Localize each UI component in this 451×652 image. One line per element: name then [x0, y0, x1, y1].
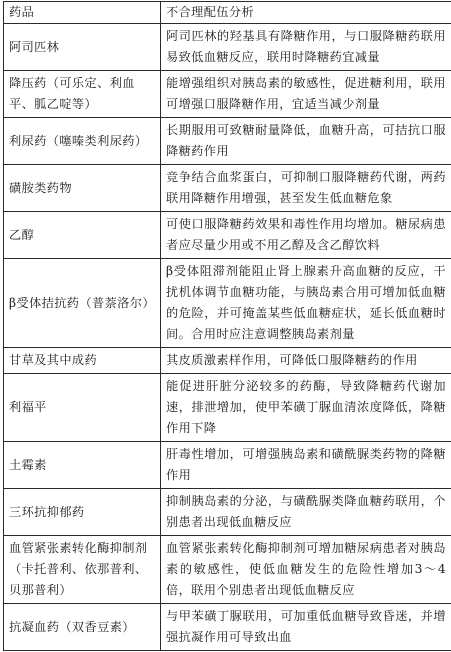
- table-row: [4, 212, 451, 259]
- table-row: [4, 536, 451, 604]
- analysis-cell: 肝毒性增加，可增强胰岛素和磺酰脲类药物的降糖作用: [161, 442, 451, 489]
- drug-cell: 阿司匹林: [4, 24, 161, 71]
- table-row: [4, 348, 451, 374]
- drug-cell: β受体拮抗药（普萘洛尔）: [4, 259, 161, 348]
- drug-cell: 甘草及其中成药: [4, 348, 161, 374]
- analysis-cell: 可使口服降糖药效果和毒性作用均增加。糖尿病患者应尽量少用或不用乙醇及含乙醇饮料: [161, 212, 451, 259]
- analysis-cell: 其皮质激素样作用，可降低口服降糖药的作用: [161, 348, 451, 374]
- drug-cell: 血管紧张素转化酶抑制剂（卡托普利、依那普利、贝那普利）: [4, 536, 161, 604]
- drug-incompatibility-table: [3, 1, 451, 651]
- analysis-cell: 抑制胰岛素的分泌，与磺酰脲类降血糖药联用，个别患者出现低血糖反应: [161, 489, 451, 536]
- drug-cell: 抗凝血药（双香豆素）: [4, 604, 161, 651]
- analysis-cell: 血管紧张素转化酶抑制剂可增加糖尿病患者对胰岛素的敏感性，使低血糖发生的危险性增加3～4倍，联用个别患者出现低血糖反应: [161, 536, 451, 604]
- header-analysis: 不合理配伍分析: [161, 2, 451, 24]
- analysis-cell: 与甲苯磺丁脲联用，可加重低血糖导致昏迷，并增强抗凝作用可导致出血: [161, 604, 451, 651]
- header-drug: 药品: [4, 2, 161, 24]
- drug-cell: 磺胺类药物: [4, 165, 161, 212]
- drug-cell: 利福平: [4, 374, 161, 442]
- table-row: [4, 604, 451, 651]
- drug-cell: 乙醇: [4, 212, 161, 259]
- drug-cell: 利尿药（噻嗪类利尿药）: [4, 118, 161, 165]
- table-row: [4, 259, 451, 348]
- drug-cell: 土霉素: [4, 442, 161, 489]
- table-row: [4, 442, 451, 489]
- drug-cell: 三环抗抑郁药: [4, 489, 161, 536]
- drug-cell: 降压药（可乐定、利血平、胍乙啶等）: [4, 71, 161, 118]
- analysis-cell: β受体阻滞剂能阻止肾上腺素升高血糖的反应，干扰机体调节血糖功能，与胰岛素合用可增加低血糖的危险，并可掩盖某些低血糖症状，延长低血糖时间。合用时应注意调整胰岛素剂量: [161, 259, 451, 348]
- analysis-cell: 竞争结合血浆蛋白，可抑制口服降糖药代谢，两药联用降糖作用增强，甚至发生低血糖危象: [161, 165, 451, 212]
- analysis-cell: 能增强组织对胰岛素的敏感性，促进糖利用，联用可增强口服降糖作用，宜适当减少剂量: [161, 71, 451, 118]
- table-row: [4, 71, 451, 118]
- analysis-cell: 阿司匹林的羟基具有降糖作用，与口服降糖药联用易致低血糖反应，联用时降糖药宜减量: [161, 24, 451, 71]
- analysis-cell: 长期服用可致糖耐量降低，血糖升高，可拮抗口服降糖药作用: [161, 118, 451, 165]
- table-row: [4, 165, 451, 212]
- analysis-cell: 能促进肝脏分泌较多的药酶，导致降糖药代谢加速，排泄增加，使甲苯磺丁脲血清浓度降低，降糖作用下降: [161, 374, 451, 442]
- table-row: [4, 374, 451, 442]
- table-header-row: [4, 2, 451, 24]
- table-row: [4, 118, 451, 165]
- table-row: [4, 489, 451, 536]
- table-row: [4, 24, 451, 71]
